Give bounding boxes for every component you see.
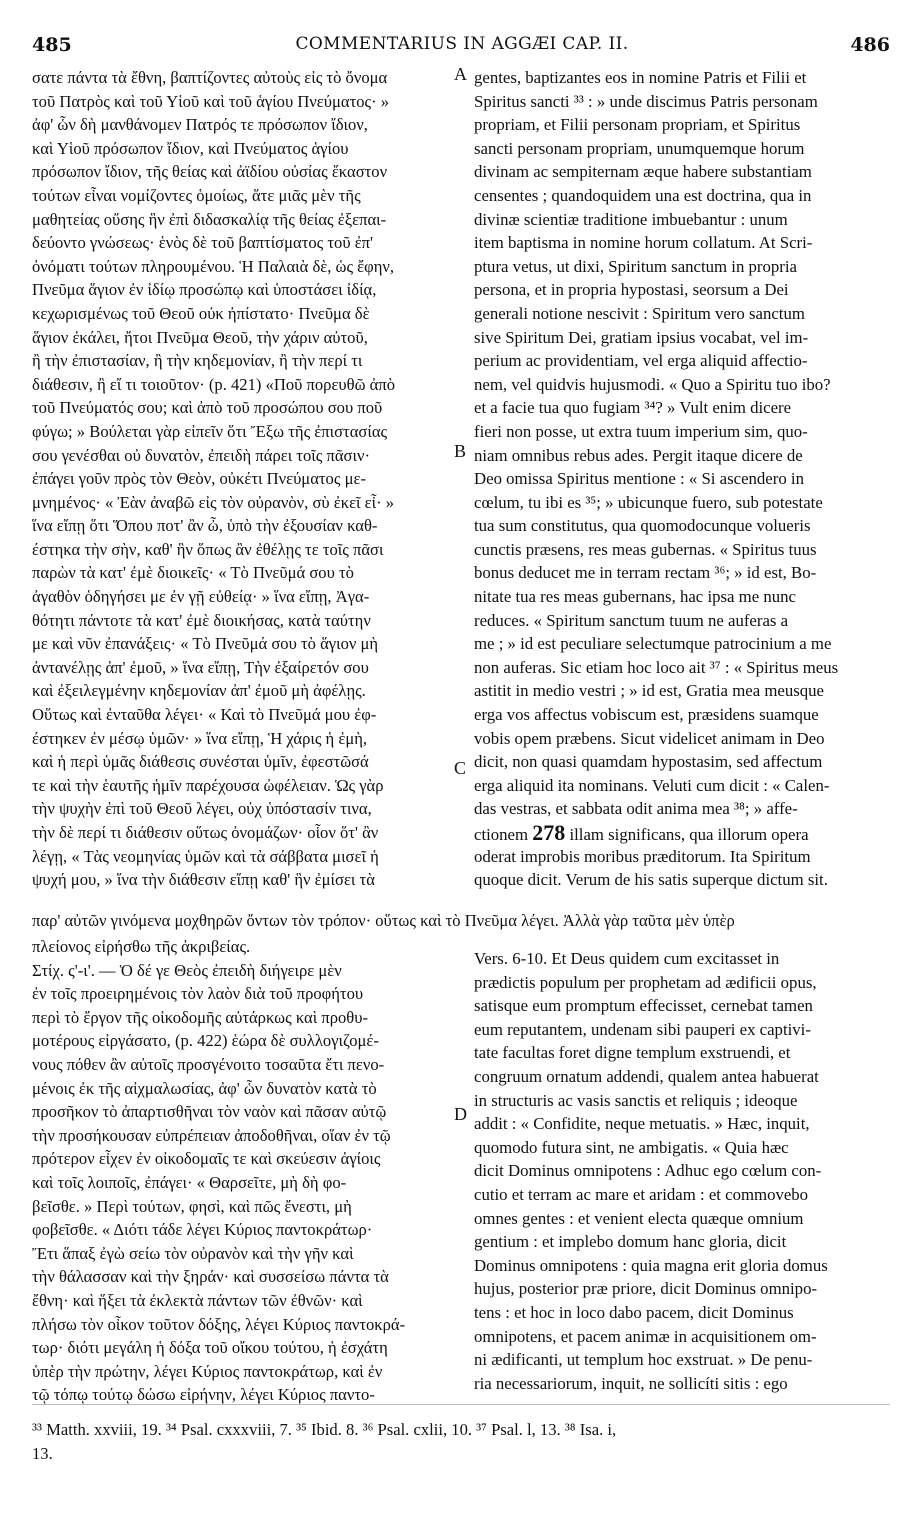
text-line: ἔθνη· καὶ ἥξει τὰ ἐκλεκτὰ πάντων τῶν ἐθνῶν· καὶ bbox=[32, 1290, 363, 1310]
text-line: έστηκα τὴν σὴν, καθ' ἣν ὅπως ἂν ἐθέλῃς τε τοῖς πᾶσι bbox=[32, 539, 384, 559]
text-line: διάθεσιν, ἢ εἴ τι τοιοῦτον· (p. 421) «Ποῦ πορευθῶ ἀπὸ bbox=[32, 374, 396, 394]
text-line: oderat improbis moribus præditorum. Ita Spiritum bbox=[474, 846, 811, 866]
text-line: τὴν δὲ περί τι διάθεσιν οὕτως ὀνομάζων· οἷον ὅτ' ἂν bbox=[32, 823, 379, 842]
text-line: gentium : et implebo domum hanc gloria, dicit bbox=[474, 1232, 787, 1252]
text-line: Ἔτι ἅπαξ ἐγὼ σείω τὸν οὐρανὸν καὶ τὴν γῆν καὶ bbox=[32, 1243, 354, 1263]
text-line: τοῦ Πατρὸς καὶ τοῦ Υἱοῦ καὶ τοῦ ἁγίου Πνεύματος· » bbox=[32, 91, 390, 111]
text-line: καὶ τοῖς λοιποῖς, ἐπάγει· « Θαρσεῖτε, μὴ δὴ φο- bbox=[32, 1172, 347, 1192]
text-line: μένοις ἐκ τῆς αἰχμαλωσίας, ἀφ' ὧν δυνατὸν κατὰ τὸ bbox=[32, 1078, 377, 1098]
text-line: νους πόθεν ἂν αὐτοῖς προσγένοιτο τοσαῦτα ἔτι πενο- bbox=[32, 1054, 385, 1074]
text-line: λέγῃ, « Τὰς νεομηνίας ὑμῶν καὶ τὰ σάββατα μισεῖ ἡ bbox=[32, 846, 379, 866]
text-line: πρόσωπον ἴδιον, τῆς θείας καὶ ἀϊδίου οὐσίας ἕκαστον bbox=[32, 162, 388, 182]
text-line: Οὕτως καὶ ἐνταῦθα λέγει· « Καὶ τὸ Πνεῦμά μου ἐφ- bbox=[32, 705, 377, 725]
text-line: nem, vel quidvis hujusmodi. « Quo a Spiritu tuo ibo? bbox=[474, 374, 831, 394]
text-line: μαθητείας οὔσης ἣν ἐπὶ διδασκαλίᾳ τῆς θείας ἐξεπαι- bbox=[32, 209, 387, 229]
text-line: σου γενέσθαι οὐ δυνατὸν, ἐπειδὴ πάρει τοῖς πᾶσιν· bbox=[32, 445, 370, 465]
text-line: τωρ· διότι μεγάλη ἡ δόξα τοῦ οἴκου τούτου, ἡ ἐσχάτη bbox=[32, 1338, 388, 1358]
text-line: erga aliquid ita nominans. Veluti cum dicit : « Calen- bbox=[474, 775, 830, 795]
text-line: vobis opem præbens. Sicut videlicet animam in Deo bbox=[474, 728, 825, 748]
text-line: έστηκεν ἐν μέσῳ ὑμῶν· » ἵνα εἴπῃ, Ἡ χάρις ἡ ἐμὴ, bbox=[32, 728, 368, 748]
text-line: περὶ τὸ ἔργον τῆς οἰκοδομῆς αὐτάρκως καὶ προθυ- bbox=[32, 1007, 368, 1027]
text-line: Spiritus sancti ³³ : » unde discimus Patris personam bbox=[474, 91, 818, 111]
text-line: item baptisma in nomine horum collatum. At Scri- bbox=[474, 233, 813, 253]
text-line: τῷ τόπῳ τούτῳ δώσω εἰρήνην, λέγει Κύριος παντο- bbox=[32, 1385, 375, 1405]
text-line: propriam, et Filii personam propriam, et Spiritus bbox=[474, 115, 801, 135]
text-line: τε καὶ τὴν ἑαυτῆς ἡμῖν παρέχουσα ὠφέλειαν. Ὡς γὰρ bbox=[32, 775, 384, 795]
text-line: quomodo futura sint, ne ambigatis. « Quia hæc bbox=[474, 1137, 789, 1157]
text-line: gentes, baptizantes eos in nomine Patris et Filii et bbox=[474, 68, 807, 87]
text-line: in structuris ac vasis sanctis et reliquis ; ideoque bbox=[474, 1090, 798, 1110]
text-line: cœlum, tu ibi es ³⁵; » ubicunque fuero, sub potestate bbox=[474, 492, 823, 512]
latin-column-bottom bbox=[474, 947, 888, 1395]
greek-column-bottom bbox=[32, 935, 462, 1407]
greek-full-width-line: παρ' αὐτῶν γινόμενα μοχθηρῶν ὄντων τὸν τρόπον· οὕτως καὶ τὸ Πνεῦμα λέγει. Ἀλλὰ γὰρ ταῦτα μὲν ὑπὲρ bbox=[32, 911, 735, 930]
text-line: ἐπάγει γοῦν πρὸς τὸν Θεὸν, οὐκέτι Πνεύματος με- bbox=[32, 469, 366, 489]
text-line: et a facie tua quo fugiam ³⁴? » Vult enim dicere bbox=[474, 398, 792, 418]
text-line: tua sum constitutus, qua quomodocunque volueris bbox=[474, 516, 811, 536]
text-line: censentes ; quandoquidem una est doctrina, qua in bbox=[474, 185, 812, 205]
text-line: καὶ ἐξειλεγμένην κηδεμονίαν ἀπ' ἐμοῦ μὴ ἀφέλῃς. bbox=[32, 681, 366, 701]
text-line bbox=[474, 821, 888, 845]
text-line: Πνεῦμα ἅγιον ἐν ἰδίῳ προσώπῳ καὶ ὑποστάσει ἰδίᾳ, bbox=[32, 280, 377, 300]
text-line: addit : « Confidite, neque metuatis. » Hæc, inquit, bbox=[474, 1114, 810, 1134]
text-line: erga vos affectus vobiscum est, præsidens suamque bbox=[474, 705, 819, 725]
text-line: tens : et hoc in loco dabo pacem, dicit Dominus bbox=[474, 1302, 794, 1322]
text-line: cutio et terram ac mare et aridam : et commovebo bbox=[474, 1184, 809, 1204]
text-line: προσῆκον τὸ ἀπαρτισθῆναι τὸν ναὸν καὶ πᾶσαν αὐτῷ bbox=[32, 1102, 387, 1122]
text-line: omnes gentes : et venient electa quæque omnium bbox=[474, 1208, 804, 1228]
text-line: δεύοντο γνώσεως· ἑνὸς δὲ τοῦ βαπτίσματος τοῦ ἐπ' bbox=[32, 233, 374, 253]
column-number: 278 bbox=[532, 821, 566, 845]
text-line: divinam ac sempiternam æque habere substantiam bbox=[474, 162, 812, 182]
text-line: πρότερον εἶχεν ἐν οἰκοδομαῖς τε καὶ σκεύεσιν ἁγίοις bbox=[32, 1149, 381, 1169]
margin-marker-a: A bbox=[454, 64, 467, 84]
text-line: me ; » id est peculiare selectumque patrocinium a me bbox=[474, 634, 832, 654]
text-line: ptura vetus, ut dixi, Spiritum sanctum in propria bbox=[474, 256, 797, 276]
text-line: τούτων εἶναι νομίζοντες ὁμοίως, ἅτε μιᾶς μὲν τῆς bbox=[32, 185, 361, 205]
text-line: cunctis præsens, res meas gubernas. « Spiritus tuus bbox=[474, 539, 817, 559]
text-line: ψυχή μου, » ἵνα τὴν διάθεσιν εἴπῃ καθ' ἣν ἐμίσει τὰ bbox=[32, 870, 375, 890]
text-line: non auferas. Sic etiam hoc loco ait ³⁷ : « Spiritus meus bbox=[474, 657, 839, 677]
text-line: ἅγιον ἐκάλει, ἤτοι Πνεῦμα Θεοῦ, τὴν χάριν αὐτοῦ, bbox=[32, 327, 368, 347]
text-line: πλείονος εἰρήσθω τῆς ἀκριβείας. bbox=[32, 937, 251, 956]
text-line: ria necessariorum, inquit, ne sollicíti sitis : ego bbox=[474, 1373, 788, 1393]
text-line: satisque eum promptum effecisset, cernebat tamen bbox=[474, 996, 813, 1016]
margin-marker-c: C bbox=[454, 758, 467, 778]
text-line: μοτέρους εἰργάσατο, (p. 422) ἑώρα δὲ συλλογιζομέ- bbox=[32, 1031, 379, 1051]
page-number-right: 486 bbox=[850, 34, 890, 56]
text-line: ἵνα εἴπῃ ὅτι Ὅπου ποτ' ἂν ὦ, ὑπὸ τὴν ἐξουσίαν καθ- bbox=[32, 516, 378, 536]
text-line: ni ædificanti, ut templum hoc exstruat. » De penu- bbox=[474, 1350, 813, 1370]
text-line: nitate tua res meas gubernans, hac ipsa me nunc bbox=[474, 587, 796, 607]
text-line: das vestras, et sabbata odit anima mea ³⁸; » affe- bbox=[474, 799, 798, 819]
text-line: καὶ ἡ περὶ ὑμᾶς διάθεσις συνέσται ὑμῖν, ἐφεστῶσά bbox=[32, 752, 369, 772]
text-line: tate facultas foret digne templum exstruendi, et bbox=[474, 1043, 791, 1063]
footnote-rule bbox=[32, 1404, 890, 1405]
text-line: generali notione nescivit : Spiritum vero sanctum bbox=[474, 303, 805, 323]
text-line: ἀντανέλῃς ἀπ' ἐμοῦ, » ἵνα εἴπῃ, Τὴν ἐξαίρετόν σου bbox=[32, 657, 369, 677]
text-line: φύγω; » Βούλεται γὰρ εἰπεῖν ὅτι Ἔξω τῆς ἐπιστασίας bbox=[32, 421, 388, 441]
text-line: persona, et in propria hypostasi, seorsum a Dei bbox=[474, 280, 789, 300]
text-line: eum reputantem, undenam sibi pauperi ex captivi- bbox=[474, 1019, 811, 1039]
text-line: πλήσω τὸν οἶκον τοῦτον δόξης, λέγει Κύριος παντοκρά- bbox=[32, 1314, 406, 1334]
text-line: omnipotens, et pacem animæ in acquisitionem om- bbox=[474, 1326, 817, 1346]
page-number-left: 485 bbox=[32, 34, 72, 56]
text-line: divinæ scientiæ traditione imbuebantur : unum bbox=[474, 209, 788, 229]
footnotes bbox=[32, 1418, 902, 1466]
footnote-line: 13. bbox=[32, 1444, 53, 1463]
text-line: καὶ Υἱοῦ πρόσωπον ἴδιον, καὶ Πνεύματος ἁγίου bbox=[32, 138, 349, 158]
text-line: congruum ornatum addendi, qualem antea habuerat bbox=[474, 1066, 819, 1086]
text-line: astitit in medio vestri ; » id est, Gratia mea meusque bbox=[474, 681, 824, 701]
page-header bbox=[0, 34, 924, 60]
latin-column-top bbox=[474, 66, 888, 892]
text-line: dicit Dominus omnipotens : Adhuc ego cœlum con- bbox=[474, 1161, 822, 1181]
text-line: sancti personam propriam, unumquemque horum bbox=[474, 138, 805, 158]
text-line: βεῖσθε. » Περὶ τούτων, φησὶ, καὶ πῶς ἔνεστι, μὴ bbox=[32, 1196, 352, 1216]
text-line: perium ac providentiam, vel erga aliquid affectio- bbox=[474, 351, 808, 371]
text-line: ἀφ' ὧν δὴ μανθάνομεν Πατρός τε πρόσωπον ἴδιον, bbox=[32, 115, 368, 135]
text-line: hujus, posterior præ priore, dicit Dominus omnipo- bbox=[474, 1279, 818, 1299]
text-line: reduces. « Spiritum sanctum tuum ne auferas a bbox=[474, 610, 789, 630]
text-fragment: ctionem bbox=[474, 825, 533, 844]
text-line: φοβεῖσθε. « Διότι τάδε λέγει Κύριος παντοκράτωρ· bbox=[32, 1220, 373, 1240]
text-line: κεχωρισμένως τοῦ Θεοῦ οὐκ ἠπίστατο· Πνεῦμα δὲ bbox=[32, 303, 370, 323]
margin-marker-b: B bbox=[454, 441, 467, 461]
text-line: σατε πάντα τὰ ἔθνη, βαπτίζοντες αὐτοὺς εἰς τὸ ὄνομα bbox=[32, 68, 388, 87]
text-line: τὴν προσήκουσαν εὐπρέπειαν ἀποδοθῆναι, οἵαν ἐν τῷ bbox=[32, 1125, 391, 1145]
text-line: fieri non posse, ut extra tuum imperium sim, quo- bbox=[474, 421, 808, 441]
text-line: Dominus omnipotens : quia magna erit gloria domus bbox=[474, 1255, 828, 1275]
text-line: παρὼν τὰ κατ' ἐμὲ διοικεῖς· « Τὸ Πνεῦμά σου τὸ bbox=[32, 563, 354, 583]
text-line: Vers. 6-10. Et Deus quidem cum excitasset in bbox=[474, 949, 780, 968]
text-line: τοῦ Πνεύματός σου; καὶ ἀπὸ τοῦ προσώπου σου ποῦ bbox=[32, 398, 383, 418]
running-title: COMMENTARIUS IN AGGÆI CAP. II. bbox=[295, 34, 629, 54]
text-line: ἐν τοῖς προειρημένοις τὸν λαὸν διὰ τοῦ προφήτου bbox=[32, 984, 364, 1004]
text-line: με καὶ νῦν ἐπανάξεις· « Τὸ Πνεῦμά σου τὸ ἅγιον μὴ bbox=[32, 634, 379, 654]
text-line: ἀγαθὸν ὁδηγήσει με ἐν γῇ εὐθείᾳ· » ἵνα εἴπῃ, Ἀγα- bbox=[32, 587, 370, 607]
text-fragment: illam significans, qua illorum opera bbox=[565, 825, 809, 844]
margin-marker-d: D bbox=[454, 1104, 467, 1124]
text-line: Στίχ. ς'-ι'. — Ὁ δέ γε Θεὸς ἐπειδὴ διήγειρε μὲν bbox=[32, 960, 342, 980]
text-line: bonus deducet me in terram rectam ³⁶; » id est, Bo- bbox=[474, 563, 817, 583]
greek-column-top bbox=[32, 66, 462, 892]
text-line: dicit, non quasi quamdam hypostasim, sed affectum bbox=[474, 752, 823, 772]
text-line: θότητι πάντοτε τὰ κατ' ἐμὲ διοικήσας, κατὰ ταύτην bbox=[32, 610, 371, 630]
text-line: ὀνόματι τούτων πληρουμένου. Ἡ Παλαιὰ δὲ, ὡς ἔφην, bbox=[32, 256, 395, 276]
text-line: niam omnibus rebus ades. Pergit itaque dicere de bbox=[474, 445, 803, 465]
footnote-line: ³³ Matth. xxviii, 19. ³⁴ Psal. cxxxviii, 7. ³⁵ Ibid. 8. ³⁶ Psal. cxlii, 10. ³⁷ Psal. l, 13. ³⁸ Isa. i, bbox=[32, 1420, 617, 1439]
text-line: sive Spiritum Dei, gratiam ipsius vocabat, vel im- bbox=[474, 327, 809, 347]
text-line: quoque dicit. Verum de his satis superque dictum sit. bbox=[474, 870, 828, 890]
text-line: μνημένος· « Ἐὰν ἀναβῶ εἰς τὸν οὐρανὸν, σὺ ἐκεῖ εἶ· » bbox=[32, 492, 395, 512]
text-line: Deo omissa Spiritus mentione : « Si ascendero in bbox=[474, 469, 804, 489]
text-line: τὴν θάλασσαν καὶ τὴν ξηράν· καὶ συσσείσω πάντα τὰ bbox=[32, 1267, 389, 1287]
text-line: ἢ τὴν ἐπιστασίαν, ἢ τὴν κηδεμονίαν, ἢ τὴν περί τι bbox=[32, 351, 363, 371]
text-line: prædictis populum per prophetam ad ædificii opus, bbox=[474, 972, 817, 992]
text-line: ὑπὲρ τὴν πρώτην, λέγει Κύριος παντοκράτωρ, καὶ ἐν bbox=[32, 1361, 383, 1381]
text-line: τὴν ψυχὴν ἐπὶ τοῦ Θεοῦ λέγει, οὐχ ὑπόστασίν τινα, bbox=[32, 799, 372, 819]
